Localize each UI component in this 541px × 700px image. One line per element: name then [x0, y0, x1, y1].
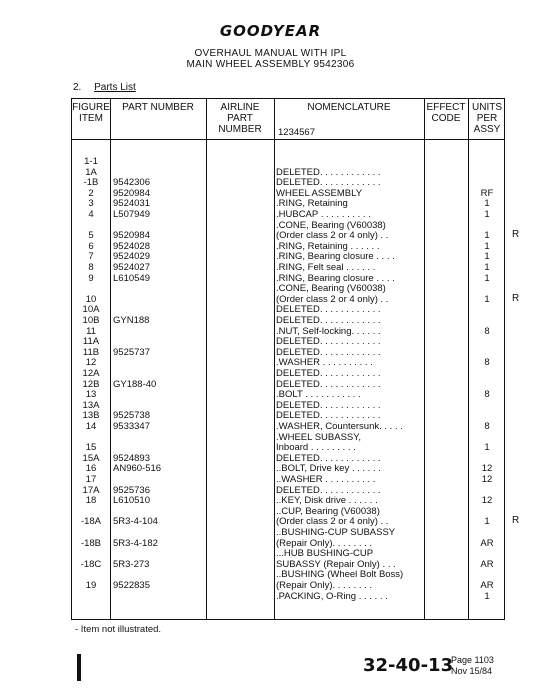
nomenclature-cell: (Repair Only). . . . . . . .	[276, 580, 373, 591]
header-line: PART NUMBER	[122, 102, 194, 113]
nomenclature-cell: SUBASSY (Repair Only) . . .	[276, 558, 396, 570]
manual-title: OVERHAUL MANUAL WITH IPL	[194, 48, 347, 59]
units-per-assy-cell: 1	[484, 516, 490, 528]
table-row	[72, 167, 506, 178]
table-row	[72, 432, 506, 443]
units-per-assy-cell: 1	[484, 442, 490, 454]
revision-mark: R	[512, 229, 520, 241]
table-row	[72, 580, 506, 591]
table-row	[72, 548, 506, 559]
header-line: PART	[227, 113, 253, 124]
table-row	[72, 442, 506, 453]
header-units-per-assy	[468, 102, 506, 135]
figure-item-cell: 10	[85, 293, 97, 305]
table-row	[72, 156, 506, 167]
revision-mark: R	[512, 515, 520, 527]
figure-item-cell: 6	[88, 240, 94, 252]
figure-item-cell: 12B	[82, 378, 100, 390]
table-row	[72, 591, 506, 602]
part-number-cell: GY188-40	[113, 378, 157, 390]
nomenclature-cell: .CONE, Bearing (V60038)	[276, 283, 386, 295]
figure-item-cell: 18	[85, 495, 97, 507]
nomenclature-cell: ...HUB BUSHING-CUP	[276, 548, 374, 560]
figure-item-cell: 10A	[82, 304, 100, 316]
units-per-assy-cell: 1	[484, 240, 490, 252]
nomenclature-cell: ..BUSHING (Wheel Bolt Boss)	[276, 569, 404, 581]
table-row	[72, 495, 506, 506]
table-row	[72, 538, 506, 549]
header-line: PER	[476, 113, 498, 124]
part-number-cell: 9524031	[113, 198, 150, 210]
units-per-assy-cell: RF	[480, 187, 494, 199]
figure-item-cell: 17A	[82, 484, 100, 496]
header-line: ITEM	[79, 113, 103, 124]
figure-item-cell: 13B	[82, 410, 100, 422]
nomenclature-cell: .BOLT . . . . . . . . . . .	[276, 389, 361, 401]
part-number-cell: 9525737	[113, 346, 150, 358]
table-row	[72, 506, 506, 517]
nomenclature-cell: ..WASHER . . . . . . . . . .	[276, 474, 376, 485]
figure-item-cell: 15A	[82, 452, 100, 464]
nomenclature-cell: DELETED. . . . . . . . . . . .	[276, 177, 381, 189]
units-per-assy-cell: 1	[484, 293, 490, 305]
section-number: 2.	[73, 82, 82, 93]
units-per-assy-cell: 12	[481, 463, 493, 475]
figure-item-cell: 4	[88, 209, 94, 220]
header-line: NUMBER	[218, 124, 262, 135]
part-number-cell: 9542306	[113, 177, 150, 189]
header-nomenclature	[274, 102, 424, 113]
header-line: AIRLINE	[220, 102, 260, 113]
units-per-assy-cell: AR	[480, 558, 494, 570]
nomenclature-cell: DELETED. . . . . . . . . . . .	[276, 378, 381, 390]
table-row	[72, 336, 506, 347]
assembly-title: MAIN WHEEL ASSEMBLY 9542306	[186, 59, 355, 70]
figure-item-cell: 15	[85, 442, 97, 454]
nomenclature-cell: .RING, Retaining . . . . . .	[276, 240, 380, 252]
part-number-cell: 9520984	[113, 230, 150, 242]
units-per-assy-cell: 1	[484, 262, 490, 273]
units-per-assy-cell: 1	[484, 209, 490, 220]
section-heading	[73, 82, 136, 93]
nomenclature-cell: .WHEEL SUBASSY,	[276, 431, 362, 443]
nomenclature-cell: DELETED. . . . . . . . . . . .	[276, 315, 381, 326]
figure-item-cell: 10B	[82, 315, 100, 326]
table-row	[72, 421, 506, 432]
part-number-cell: GYN188	[113, 315, 150, 326]
table-row	[72, 357, 506, 368]
units-per-assy-cell: 1	[484, 251, 490, 263]
table-row	[72, 347, 506, 358]
table-row	[72, 474, 506, 485]
header-line: NOMENCLATURE	[307, 102, 391, 113]
figure-item-cell: -18A	[80, 516, 102, 528]
header-airline-part-number	[206, 102, 274, 135]
units-per-assy-cell: 12	[481, 474, 493, 485]
figure-item-cell: 11	[86, 325, 96, 337]
nomenclature-cell: DELETED. . . . . . . . . . . .	[276, 346, 381, 358]
part-number-cell: 9525736	[113, 484, 150, 496]
units-per-assy-cell: 1	[484, 230, 490, 242]
nomenclature-cell: (Repair Only). . . . . . . .	[276, 537, 373, 549]
part-number-cell: 5R3-4-104	[113, 516, 158, 528]
figure-item-cell: -18B	[80, 537, 102, 549]
units-per-assy-cell: AR	[480, 580, 494, 591]
units-per-assy-cell: 1	[484, 272, 490, 284]
figure-item-cell: 1A	[85, 166, 97, 178]
figure-item-cell: 9	[88, 272, 94, 284]
header-effect-code	[424, 102, 468, 124]
header-part-number	[110, 102, 206, 113]
nomenclature-cell: .NUT, Self-locking. . . . . .	[276, 325, 381, 337]
nomenclature-cell: .RING, Bearing closure . . . .	[276, 272, 395, 284]
figure-item-cell: -1B	[83, 177, 99, 189]
part-number-cell: 9524028	[113, 240, 150, 252]
nomenclature-cell: ..KEY, Disk drive . . . . . .	[276, 495, 378, 507]
header-line: ASSY	[473, 124, 501, 135]
table-row	[72, 315, 506, 326]
nomenclature-cell: .HUBCAP . . . . . . . . . .	[276, 209, 371, 220]
part-number-cell: L610549	[113, 272, 150, 284]
units-per-assy-cell: 8	[484, 389, 490, 401]
table-row	[72, 516, 506, 527]
parts-table	[71, 98, 505, 620]
figure-item-cell: 3	[88, 198, 94, 210]
table-row	[72, 209, 506, 220]
nomenclature-cell: (Order class 2 or 4 only) . .	[276, 516, 389, 528]
figure-item-cell: 12	[85, 357, 97, 369]
part-number-cell: 9520984	[113, 187, 150, 199]
figure-item-cell: 11B	[82, 346, 100, 358]
figure-item-cell: 12A	[82, 368, 100, 379]
table-row	[72, 198, 506, 209]
table-row	[72, 304, 506, 315]
table-row	[72, 188, 506, 199]
figure-item-cell: 11A	[82, 336, 100, 348]
footnote: - Item not illustrated.	[75, 624, 162, 635]
nomenclature-cell: .WASHER . . . . . . . . . .	[276, 357, 373, 369]
table-row	[72, 569, 506, 580]
figure-item-cell: 2	[88, 187, 94, 199]
header-figure-item	[72, 102, 110, 124]
units-per-assy-cell: 1	[484, 198, 490, 210]
part-number-cell: 9525738	[113, 410, 150, 422]
header-line: UNITS	[472, 102, 502, 113]
nomenclature-cell: DELETED. . . . . . . . . . . .	[276, 452, 381, 464]
part-number-cell: 5R3-4-182	[113, 537, 158, 549]
document-number: 32-40-13	[363, 655, 454, 676]
page-date: Nov 15/84	[451, 666, 493, 676]
table-row	[72, 230, 506, 241]
table-row	[72, 463, 506, 474]
units-per-assy-cell: AR	[480, 537, 494, 549]
table-row	[72, 326, 506, 337]
nomenclature-cell: .RING, Felt seal . . . . . .	[276, 262, 376, 273]
units-per-assy-cell: 8	[484, 421, 490, 432]
nomenclature-cell: .RING, Retaining	[276, 198, 348, 210]
figure-item-cell: 13A	[82, 399, 100, 411]
nomenclature-cell: .RING, Bearing closure . . . .	[276, 251, 395, 263]
table-row	[72, 368, 506, 379]
nomenclature-cell: WHEEL ASSEMBLY	[276, 187, 363, 199]
part-number-cell: 9524029	[113, 251, 150, 263]
table-row	[72, 527, 506, 538]
nomenclature-cell: .PACKING, O-Ring . . . . . .	[276, 590, 388, 602]
table-row	[72, 294, 506, 305]
header-line: FIGURE	[72, 102, 110, 113]
figure-item-cell: 7	[88, 251, 94, 263]
section-title: Parts List	[94, 82, 136, 93]
table-row	[72, 453, 506, 464]
table-row	[72, 177, 506, 188]
table-row	[72, 400, 506, 411]
table-row	[72, 273, 506, 284]
header-nomenclature-digits: 1234567	[278, 127, 315, 138]
page-number: Page 1103	[451, 655, 494, 665]
header-line: EFFECT	[426, 102, 466, 113]
revision-bar	[77, 654, 81, 681]
table-row	[72, 485, 506, 496]
part-number-cell: 9524893	[113, 452, 150, 464]
part-number-cell: 9533347	[113, 421, 150, 432]
nomenclature-cell: ..BUSHING-CUP SUBASSY	[276, 527, 396, 538]
nomenclature-cell: DELETED. . . . . . . . . . . .	[276, 304, 381, 316]
figure-item-cell: -18C	[80, 558, 102, 570]
figure-item-cell: 14	[85, 421, 97, 432]
table-row	[72, 262, 506, 273]
table-row	[72, 410, 506, 421]
nomenclature-cell: DELETED. . . . . . . . . . . .	[276, 410, 381, 422]
nomenclature-cell: ..BOLT, Drive key . . . . . .	[276, 463, 381, 475]
units-per-assy-cell: 8	[484, 357, 490, 369]
units-per-assy-cell: 1	[484, 590, 490, 602]
table-row	[72, 251, 506, 262]
table-row	[72, 283, 506, 294]
nomenclature-cell: DELETED. . . . . . . . . . . .	[276, 484, 381, 496]
figure-item-cell: 17	[85, 474, 97, 485]
nomenclature-cell: DELETED. . . . . . . . . . . .	[276, 399, 381, 411]
revision-mark: R	[512, 292, 520, 304]
figure-item-cell: 5	[88, 230, 94, 242]
figure-item-cell: 19	[85, 580, 97, 591]
part-number-cell: 5R3-273	[113, 558, 150, 570]
table-row	[72, 559, 506, 570]
goodyear-logo: GOODYEAR	[219, 22, 322, 40]
header-divider	[72, 139, 504, 140]
part-number-cell: 9522835	[113, 580, 150, 591]
part-number-cell: L507949	[113, 209, 150, 220]
nomenclature-cell: .WASHER, Countersunk. . . . .	[276, 421, 403, 432]
units-per-assy-cell: 12	[481, 495, 493, 507]
nomenclature-cell: (Order class 2 or 4 only) . .	[276, 293, 389, 305]
table-row	[72, 220, 506, 231]
nomenclature-cell: Inboard . . . . . . . . .	[276, 442, 356, 454]
part-number-cell: AN960-516	[113, 463, 162, 475]
units-per-assy-cell: 8	[484, 325, 490, 337]
figure-item-cell: 13	[85, 389, 97, 401]
nomenclature-cell: DELETED. . . . . . . . . . . .	[276, 336, 381, 348]
part-number-cell: L610510	[113, 495, 150, 507]
nomenclature-cell: DELETED. . . . . . . . . . . .	[276, 368, 381, 379]
part-number-cell: 9524027	[113, 262, 150, 273]
nomenclature-cell: ..CUP, Bearing (V60038)	[276, 505, 380, 517]
figure-item-cell: 8	[88, 262, 94, 273]
figure-item-cell: 16	[85, 463, 97, 475]
nomenclature-cell: .CONE, Bearing (V60038)	[276, 219, 386, 231]
table-row	[72, 379, 506, 390]
table-row	[72, 241, 506, 252]
table-row	[72, 389, 506, 400]
header-line: CODE	[431, 113, 461, 124]
nomenclature-cell: DELETED. . . . . . . . . . . .	[276, 166, 381, 178]
figure-item-cell: 1-1	[84, 156, 98, 167]
nomenclature-cell: (Order class 2 or 4 only) . .	[276, 230, 389, 242]
